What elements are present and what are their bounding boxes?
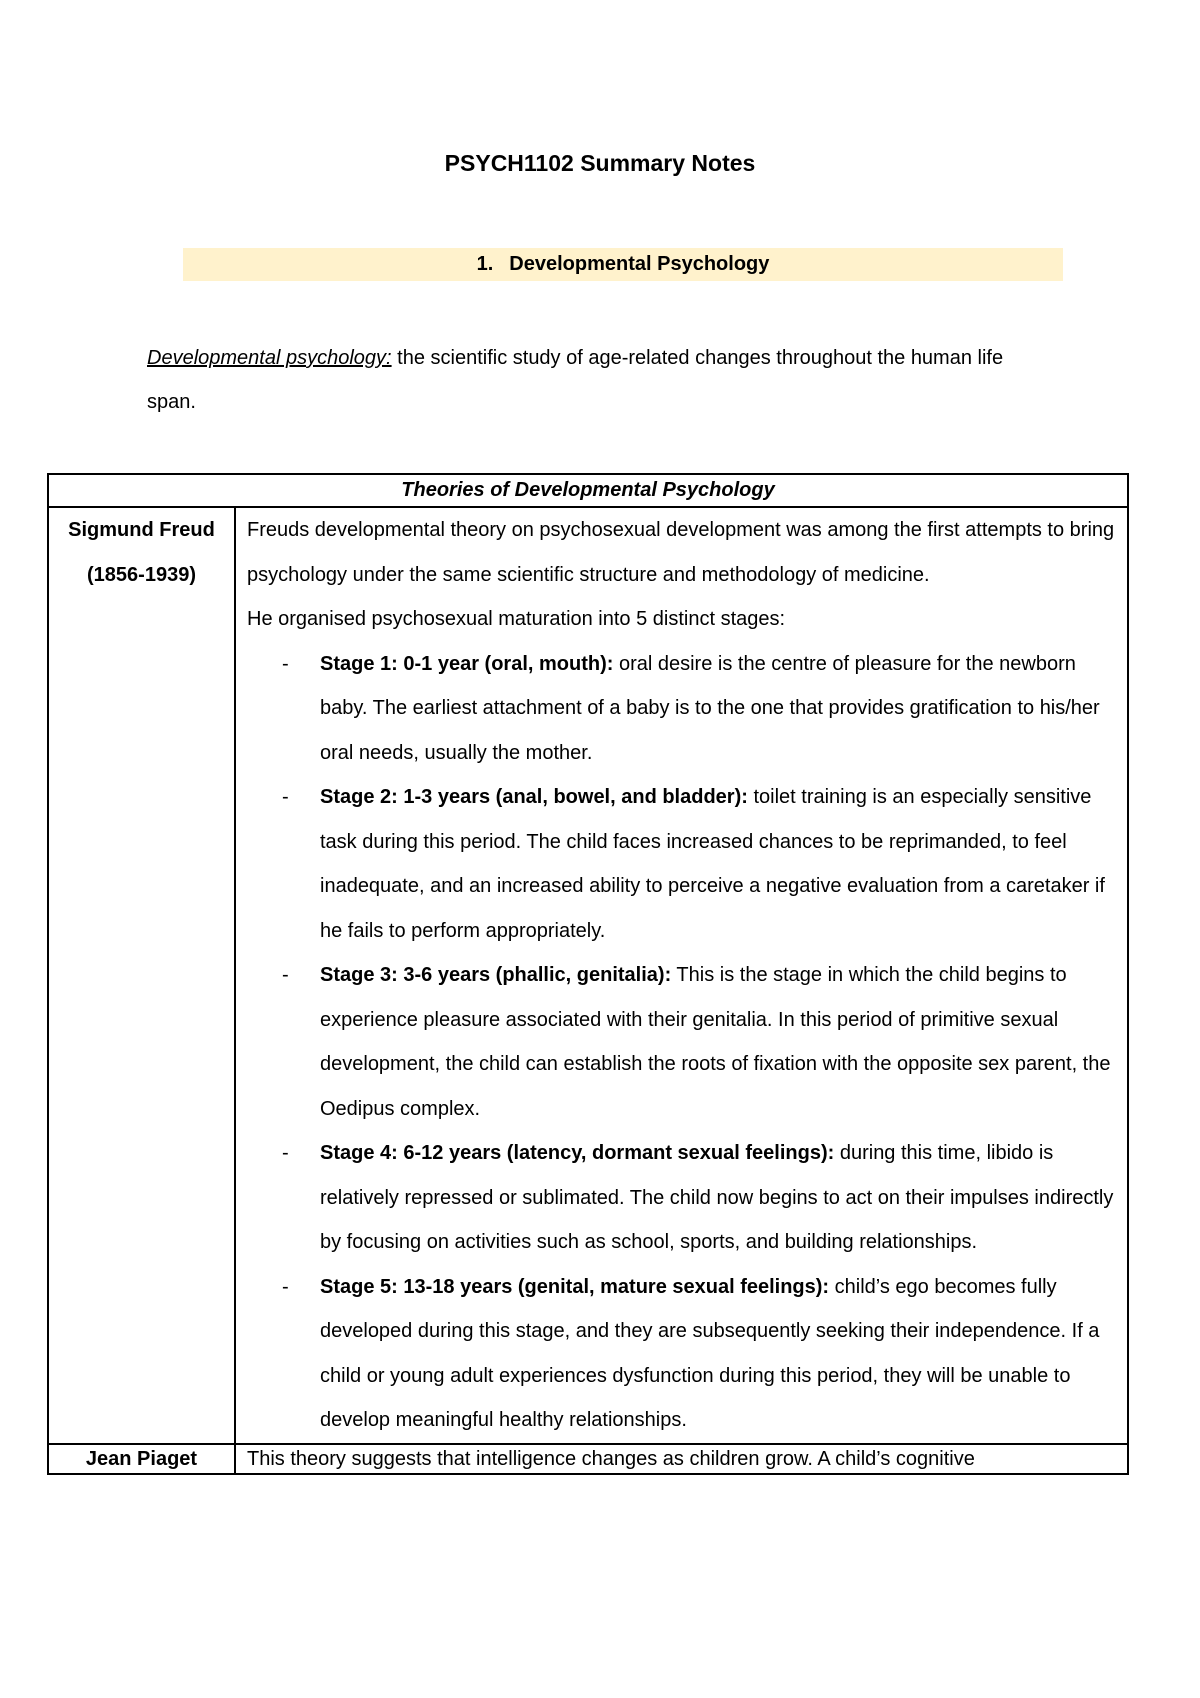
stage-label: Stage 2: 1-3 years (anal, bowel, and bladder): — [320, 786, 748, 808]
section-heading — [183, 248, 1063, 281]
theorist-cell-piaget — [48, 1444, 235, 1474]
definition-term: Developmental psychology: — [147, 347, 392, 369]
stage-text: during this time, libido is relatively repressed or sublimated. The child now begins to act on their impulses indirectly by focusing on activities such as school, sports, and building relationships. — [320, 1142, 1114, 1253]
definition-text: the scientific study of age-related changes throughout the human life span. — [147, 347, 1004, 413]
bullet-dash: - — [282, 786, 289, 808]
bullet-dash: - — [282, 652, 289, 675]
stages-list — [247, 642, 1119, 1443]
stages-intro: He organised psychosexual maturation into 5 distinct stages: — [247, 608, 786, 630]
stage-text: This is the stage in which the child begins to experience pleasure associated with their genitalia. In this period of primitive sexual development, the child can establish the roots of fixation with the opposite sex parent, the Oedipus complex. — [320, 964, 1111, 1120]
theory-intro: Freuds developmental theory on psychosexual development was among the first attempts to bring psychology under the same scientific structure and methodology of medicine. — [247, 519, 1115, 586]
stage-text: child’s ego becomes fully developed during this stage, and they are subsequently seeking their independence. If a child or young adult experiences dysfunction during this period, they will be unable to develop meaningful healthy relationships. — [320, 1275, 1100, 1431]
stage-label: Stage 4: 6-12 years (latency, dormant sexual feelings): — [320, 1142, 835, 1164]
list-item — [247, 775, 1119, 953]
table-heading: Theories of Developmental Psychology — [48, 474, 1128, 507]
list-item — [247, 953, 1119, 1131]
bullet-dash: - — [282, 1275, 289, 1298]
definition-paragraph — [147, 336, 1027, 424]
theorist-name: Jean Piaget — [85, 1447, 198, 1470]
table-row — [48, 507, 1128, 1444]
theory-text: This theory suggests that intelligence changes as children grow. A child’s cognitive — [247, 1447, 975, 1470]
stage-label: Stage 1: 0-1 year (oral, mouth): — [320, 652, 614, 675]
theory-cell-piaget — [235, 1444, 1128, 1474]
bullet-dash: - — [282, 964, 289, 986]
theories-table — [47, 473, 1129, 1475]
stage-text: toilet training is an especially sensitive task during this period. The child faces increased chances to be reprimanded, to feel inadequate, and an increased ability to perceive a negative evaluation from a caretaker if he fails to perform appropriately. — [320, 786, 1105, 942]
section-number: 1. — [476, 253, 494, 275]
list-item — [247, 1265, 1119, 1443]
theorist-name: Sigmund Freud — [68, 519, 215, 541]
section-title: Developmental Psychology — [509, 253, 770, 275]
theorist-cell-freud — [48, 507, 235, 1444]
page-title: PSYCH1102 Summary Notes — [444, 150, 756, 176]
stage-label: Stage 3: 3-6 years (phallic, genitalia): — [320, 964, 672, 986]
bullet-dash: - — [282, 1142, 289, 1164]
theory-cell-freud — [235, 507, 1128, 1444]
list-item — [247, 642, 1119, 776]
table-row — [48, 1444, 1128, 1474]
theorist-years: (1856-1939) — [87, 563, 196, 586]
table-heading-row — [48, 474, 1128, 507]
stage-text: oral desire is the centre of pleasure for the newborn baby. The earliest attachment of a baby is to the one that provides gratification to his/her oral needs, usually the mother. — [320, 652, 1100, 764]
list-item — [247, 1131, 1119, 1265]
stage-label: Stage 5: 13-18 years (genital, mature sexual feelings): — [320, 1275, 830, 1298]
